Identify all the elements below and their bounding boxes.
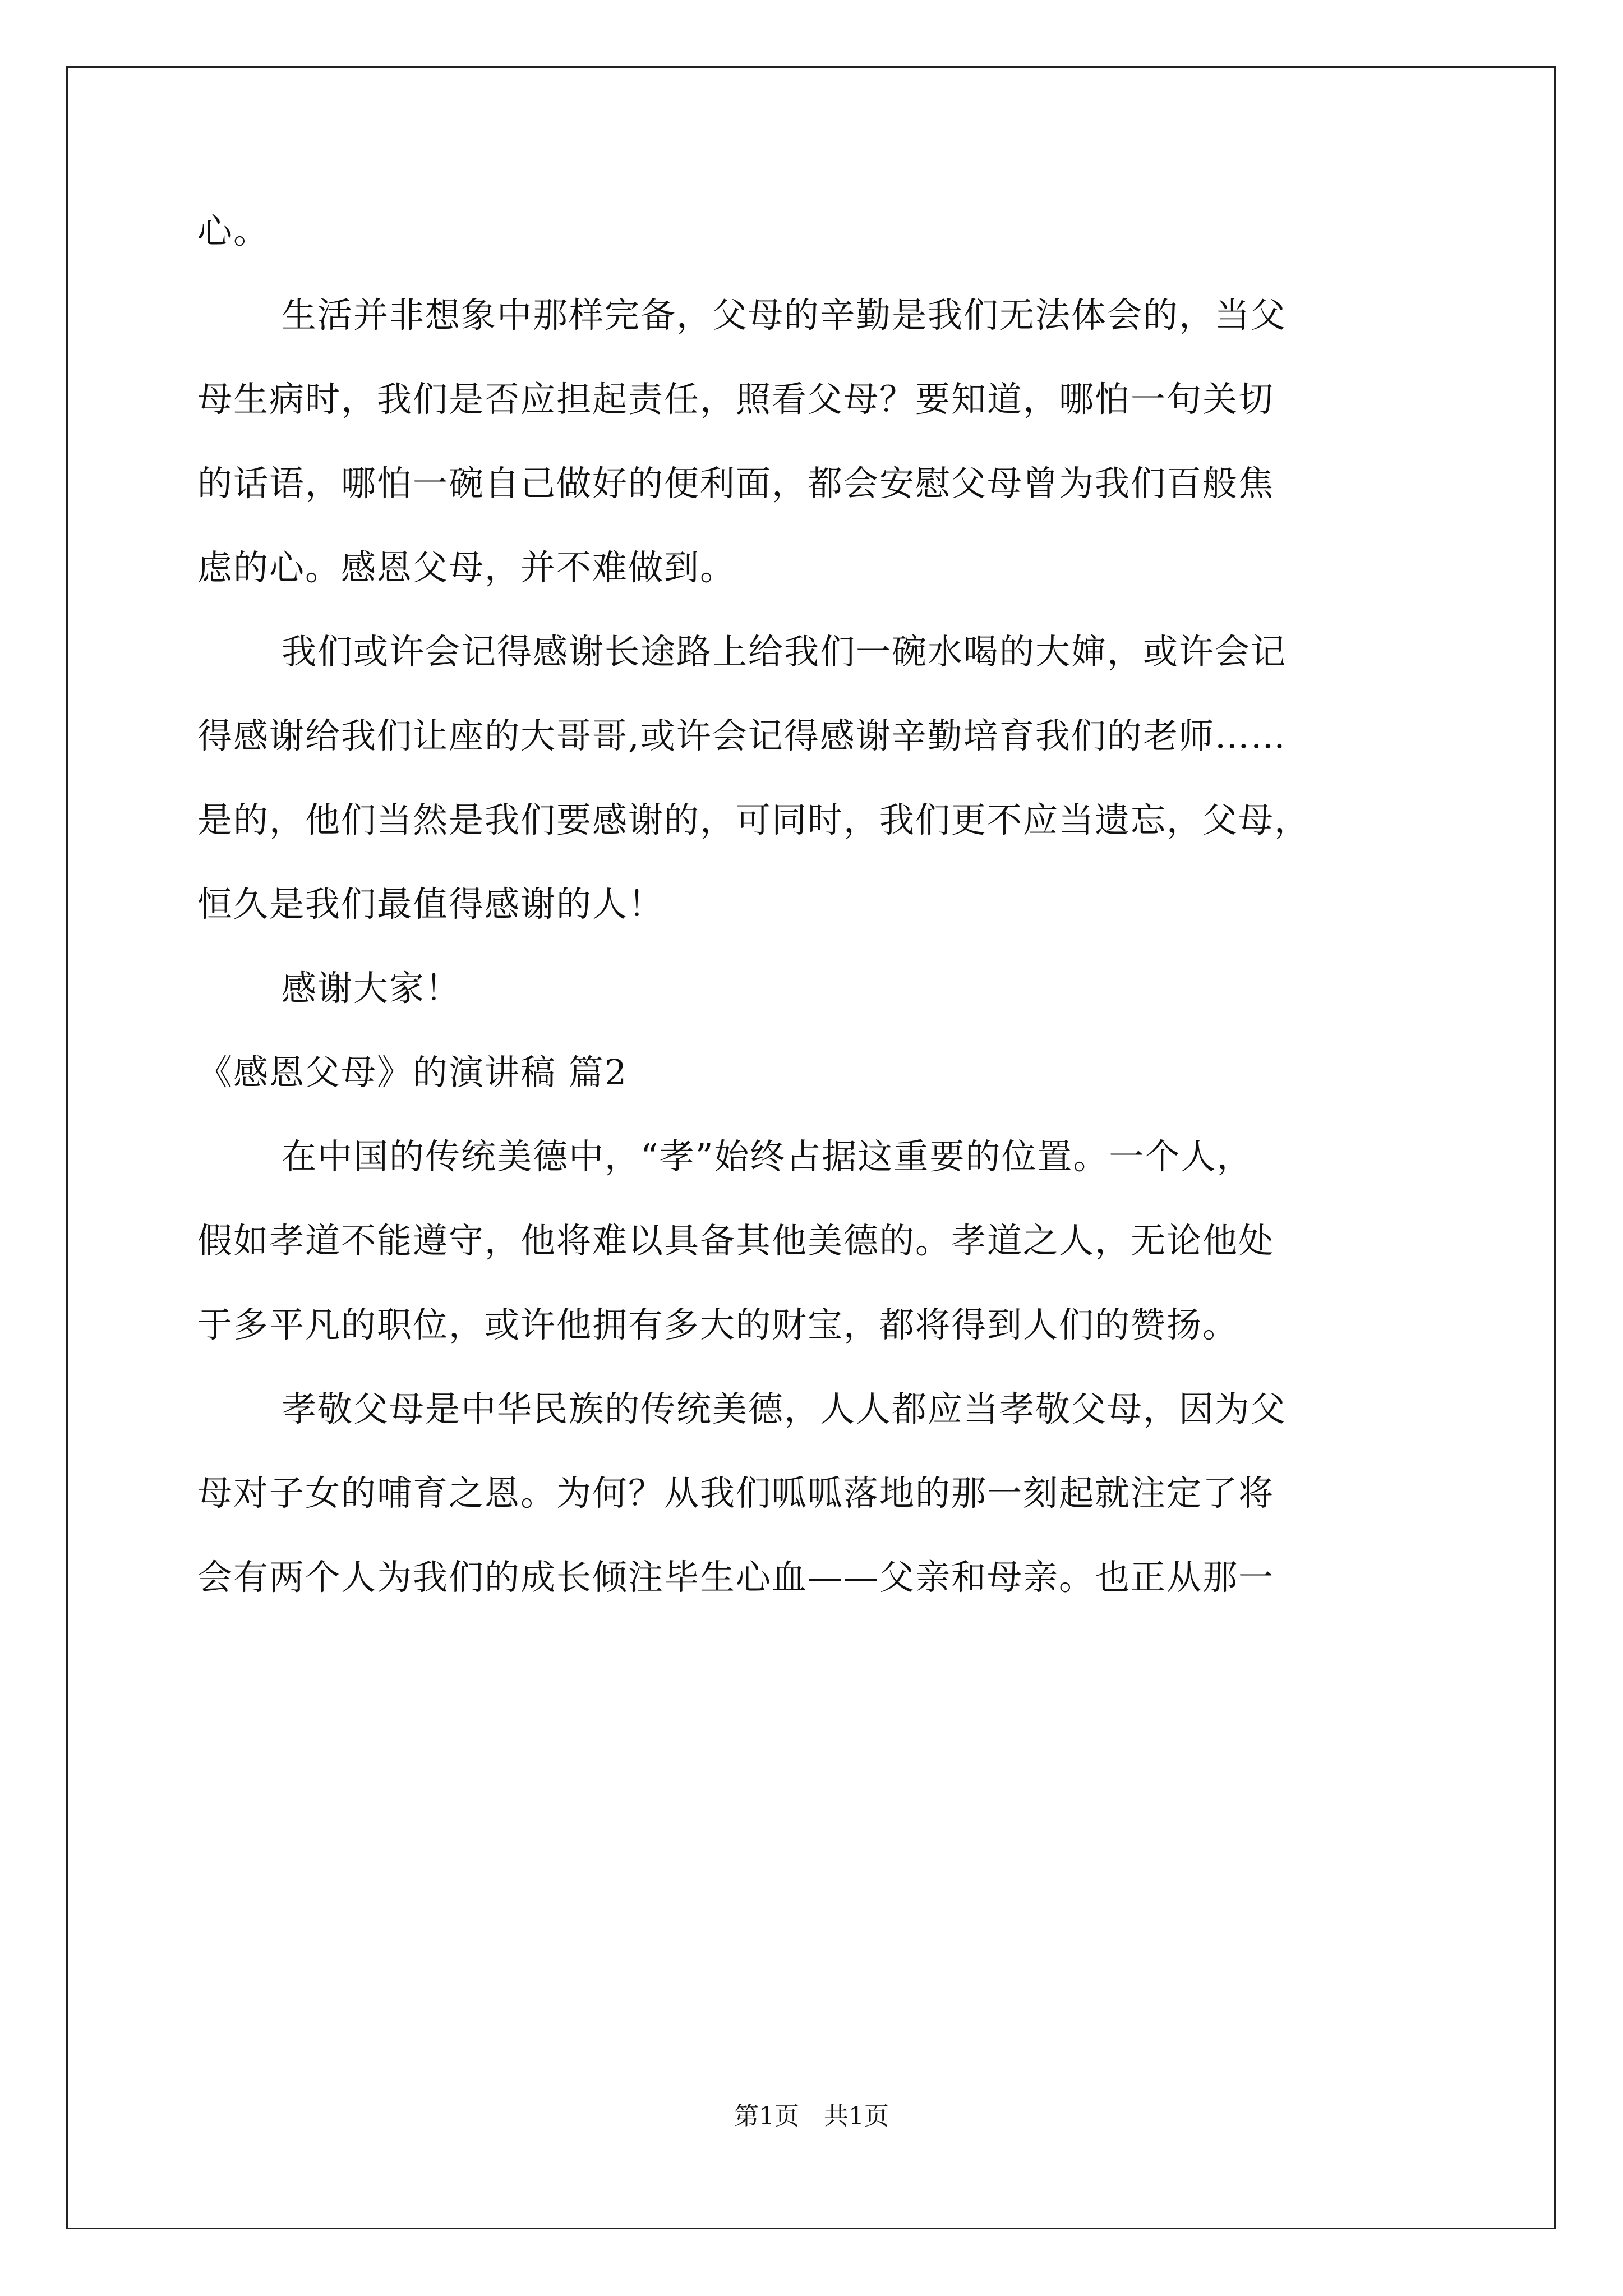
text-line: 会有两个人为我们的成长倾注毕生心血——父亲和母亲。也正从那一 <box>197 1557 1275 1598</box>
text-line: 母生病时，我们是否应担起责任，照看父母？要知道，哪怕一句关切 <box>197 379 1275 420</box>
paragraph-line: 感谢大家！ <box>282 968 462 1009</box>
paragraph-line: 生活并非想象中那样完备，父母的辛勤是我们无法体会的，当父 <box>282 295 1287 335</box>
text-line: 假如孝道不能遵守，他将难以具备其他美德的。孝道之人，无论他处 <box>197 1220 1275 1261</box>
paragraph-line: 孝敬父母是中华民族的传统美德，人人都应当孝敬父母，因为父 <box>282 1388 1287 1429</box>
text-line: 得感谢给我们让座的大哥哥,或许会记得感谢辛勤培育我们的老师…… <box>197 715 1287 756</box>
section-heading: 《感恩父母》的演讲稿 篇2 <box>197 1052 628 1093</box>
text-line: 母对子女的哺育之恩。为何？从我们呱呱落地的那一刻起就注定了将 <box>197 1473 1275 1513</box>
text-line: 的话语，哪怕一碗自己做好的便利面，都会安慰父母曾为我们百般焦 <box>197 463 1275 504</box>
page-number: 第1页 共1页 <box>734 2102 889 2131</box>
text-line: 心。 <box>197 210 270 251</box>
text-line: 是的，他们当然是我们要感谢的，可同时，我们更不应当遗忘，父母， <box>197 799 1311 840</box>
text-line: 恒久是我们最值得感谢的人！ <box>197 884 665 924</box>
paragraph-line: 在中国的传统美德中，“孝”始终占据这重要的位置。一个人， <box>282 1136 1253 1177</box>
paragraph-line: 我们或许会记得感谢长途路上给我们一碗水喝的大婶，或许会记 <box>282 631 1287 672</box>
text-line: 虑的心。感恩父母，并不难做到。 <box>197 547 736 588</box>
text-line: 于多平凡的职位，或许他拥有多大的财宝，都将得到人们的赞扬。 <box>197 1304 1239 1345</box>
